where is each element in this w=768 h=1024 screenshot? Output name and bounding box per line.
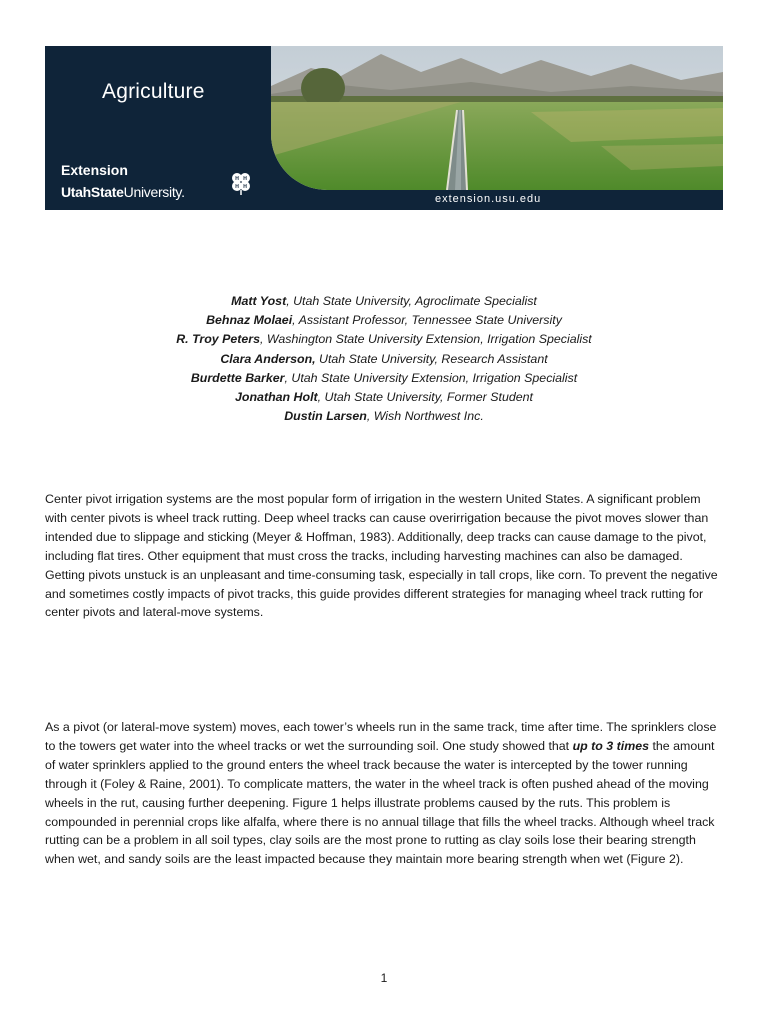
author-line	[45, 350, 723, 369]
author-name: Burdette Barker	[190, 370, 285, 385]
author-line	[45, 330, 723, 349]
author-affiliation: , Wish Northwest Inc.	[366, 409, 484, 424]
paragraph-text-start: As a pivot (or lateral-move system) moves, each tower’s wheels run in the same track, time after time. The sprinklers close to the towers get water into the wheel tracks or wet the surrounding soil. One study showed that	[45, 720, 717, 753]
author-affiliation: , Washington State University Extension, Irrigation Specialist	[260, 332, 592, 347]
field-photo	[271, 46, 723, 190]
author-name: Jonathan Holt	[235, 390, 318, 405]
emphasis-text: up to 3 times	[572, 738, 649, 753]
author-name: Behnaz Molaei	[206, 313, 293, 328]
4h-clover-icon	[228, 170, 254, 196]
site-url: extension.usu.edu	[435, 193, 542, 205]
author-list	[45, 292, 723, 426]
author-affiliation: , Utah State University, Agroclimate Specialist	[286, 294, 537, 308]
svg-text:H: H	[243, 176, 247, 182]
page-number: 1	[380, 971, 388, 985]
svg-text:H: H	[235, 176, 239, 182]
author-line	[45, 388, 723, 407]
author-line	[45, 407, 723, 426]
brand-usu-bold: UtahState	[61, 184, 124, 200]
banner-title: Agriculture	[102, 80, 205, 103]
author-line	[45, 311, 723, 330]
brand-university	[61, 184, 185, 200]
rutting-paragraph	[45, 718, 725, 869]
author-name: Matt Yost	[231, 294, 287, 308]
author-name: Clara Anderson,	[220, 351, 316, 366]
paragraph-text-end: the amount of water sprinklers applied to the ground enters the wheel track because the water is intercepted by the tower running through it (Foley & Raine, 2001). To complicate matters, the water in the wheel track is often pushed ahead of the moving wheels in the rut, causing further deepening. Figure 1 helps illustrate problems caused by the ruts. This problem is compounded in perennial crops like alfalfa, where there is no annual tillage that fills the wheel tracks. Although wheel track rutting can be a problem in all soil types, clay soils are the most prone to rutting as clay soils lose their bearing strength when wet, and sandy soils are the least impacted because they maintain more bearing strength when wet (Figure 2).	[45, 738, 715, 867]
author-affiliation: , Utah State University Extension, Irrigation Specialist	[284, 370, 578, 385]
irrigated-field-image	[271, 46, 723, 190]
header-banner	[45, 46, 723, 210]
svg-text:H: H	[235, 184, 239, 190]
author-affiliation: , Utah State University, Former Student	[317, 390, 533, 405]
author-line	[45, 369, 723, 388]
author-affiliation: , Assistant Professor, Tennessee State University	[292, 313, 562, 328]
intro-paragraph: Center pivot irrigation systems are the most popular form of irrigation in the western United States. A significant problem with center pivots is wheel track rutting. Deep wheel tracks can cause overirrigation because the pivot moves slower than intended due to slippage and sticking (Meyer & Hoffman, 1983). Additionally, deep tracks can cause damage to the pivot, including flat tires. Other equipment that must cross the tracks, including harvesting machines can also be damaged. Getting pivots unstuck is an unpleasant and time-consuming task, especially in tall crops, like corn. To prevent the negative and sometimes costly impacts of pivot tracks, this guide provides different strategies for managing wheel track rutting for center pivots and lateral-move systems.	[45, 492, 718, 620]
author-affiliation: Utah State University, Research Assistant	[315, 351, 548, 366]
author-name: Dustin Larsen	[284, 409, 367, 424]
brand-usu-regular: University.	[123, 184, 185, 200]
svg-text:H: H	[243, 184, 247, 190]
brand-extension: Extension	[61, 162, 128, 178]
author-name: R. Troy Peters	[176, 332, 261, 347]
author-line	[45, 292, 723, 311]
